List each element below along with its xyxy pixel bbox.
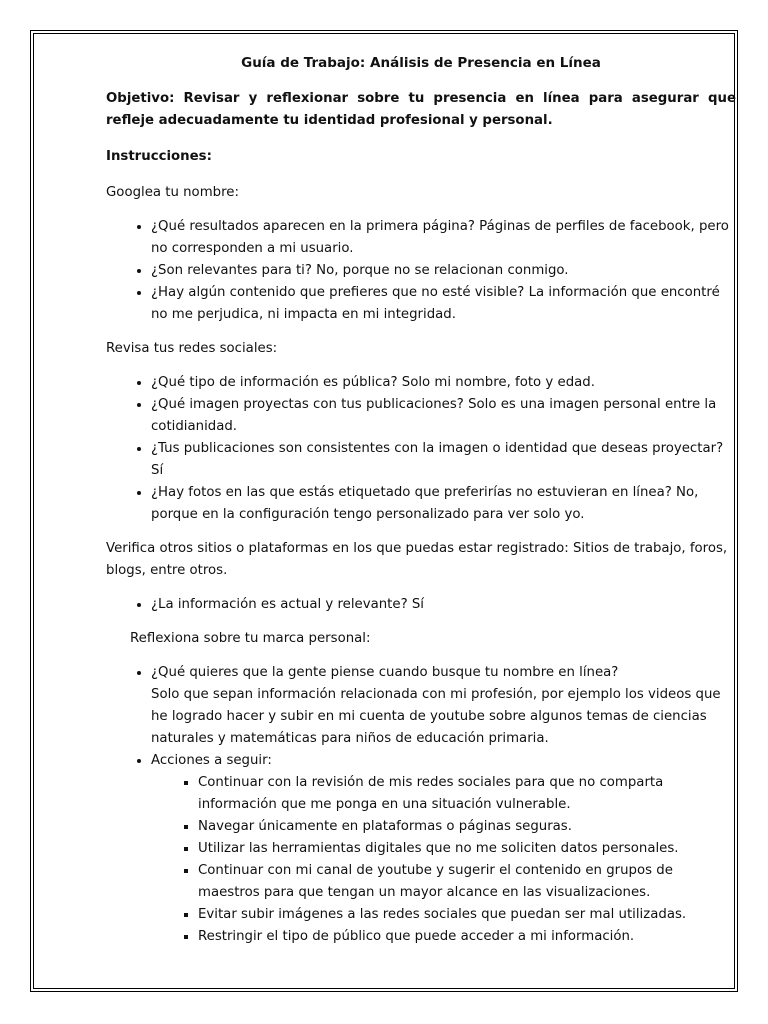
action-item: ▪ Navegar únicamente en plataformas o páginas seguras. (198, 816, 736, 838)
list-item: • ¿Hay algún contenido que prefieres que no esté visible? La información que encontré no me perjudica, ni impacta en mi integridad. (151, 282, 736, 326)
section-social-list (106, 372, 736, 526)
actions-list (151, 772, 736, 948)
instructions-label: Instrucciones: (106, 149, 212, 164)
brand-question: • ¿Qué quieres que la gente piense cuando busque tu nombre en línea? (151, 665, 619, 680)
list-item (151, 662, 736, 750)
action-item: ▪ Utilizar las herramientas digitales que no me soliciten datos personales. (198, 838, 736, 860)
action-item: ▪ Evitar subir imágenes a las redes sociales que puedan ser mal utilizadas. (198, 904, 736, 926)
actions-label: Acciones a seguir: (151, 753, 272, 768)
action-item: ▪ Restringir el tipo de público que puede acceder a mi información. (198, 926, 736, 948)
section-brand-list (106, 662, 736, 948)
section-google-heading: Googlea tu nombre: (106, 185, 239, 200)
list-item: • ¿La información es actual y relevante? Sí (151, 594, 736, 616)
objective-paragraph: Objetivo: Revisar y reflexionar sobre tu presencia en línea para asegurar que refleje adecuadamente tu identidad profesional y personal. (106, 91, 736, 128)
document-title: Guía de Trabajo: Análisis de Presencia en Línea (241, 55, 601, 71)
list-item: • ¿Tus publicaciones son consistentes con la imagen o identidad que deseas proyectar? Sí (151, 438, 736, 482)
brand-answer: Solo que sepan información relacionada con mi profesión, por ejemplo los videos que he logrado hacer y subir en mi cuenta de youtube sobre algunos temas de ciencias naturales y matemáticas para niños de educación primaria. (151, 687, 721, 746)
list-item: • ¿Qué resultados aparecen en la primera página? Páginas de perfiles de facebook, pero no corresponden a mi usuario. (151, 216, 736, 260)
list-item: • ¿Son relevantes para ti? No, porque no se relacionan conmigo. (151, 260, 736, 282)
list-item (151, 750, 736, 948)
list-item: • ¿Qué tipo de información es pública? Solo mi nombre, foto y edad. (151, 372, 736, 394)
section-brand-heading: Reflexiona sobre tu marca personal: (130, 631, 371, 646)
section-google-list (106, 216, 736, 326)
list-item: • ¿Qué imagen proyectas con tus publicaciones? Solo es una imagen personal entre la cotidianidad. (151, 394, 736, 438)
document-body (106, 52, 736, 960)
action-item: ▪ Continuar con la revisión de mis redes sociales para que no comparta información que me ponga en una situación vulnerable. (198, 772, 736, 816)
section-sites-heading: Verifica otros sitios o plataformas en los que puedas estar registrado: Sitios de trabajo, foros, blogs, entre otros. (106, 541, 728, 578)
section-social-heading: Revisa tus redes sociales: (106, 341, 278, 356)
section-sites-list (106, 594, 736, 616)
list-item: • ¿Hay fotos en las que estás etiquetado que preferirías no estuvieran en línea? No, porque en la configuración tengo personalizado para ver solo yo. (151, 482, 736, 526)
action-item: ▪ Continuar con mi canal de youtube y sugerir el contenido en grupos de maestros para que tengan un mayor alcance en las visualizaciones. (198, 860, 736, 904)
